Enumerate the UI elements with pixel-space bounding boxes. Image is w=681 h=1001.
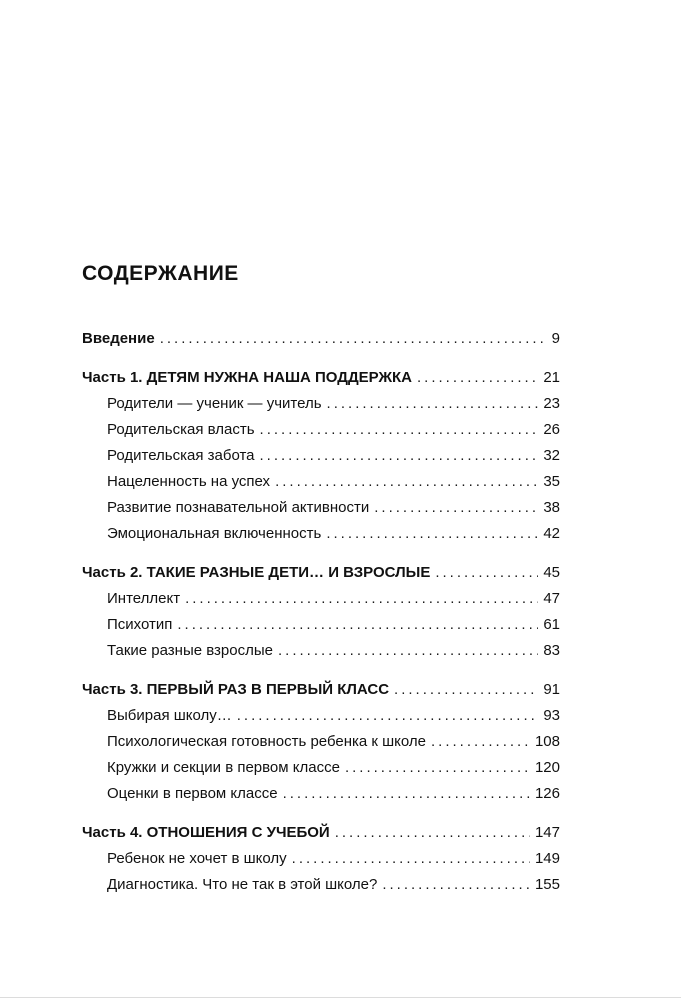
toc-entry-label: Часть 2. ТАКИЕ РАЗНЫЕ ДЕТИ… И ВЗРОСЛЫЕ (82, 564, 431, 581)
dot-leader (374, 495, 538, 521)
toc-entry-page: 93 (543, 707, 560, 724)
toc-entry-page: 26 (543, 421, 560, 438)
toc-entry (82, 612, 560, 638)
dot-leader (177, 612, 538, 638)
toc-entry-page: 155 (534, 876, 560, 893)
toc-entry-page: 23 (543, 395, 560, 412)
toc-entry (82, 677, 560, 703)
toc-entry-page: 32 (543, 447, 560, 464)
toc-entry-page: 45 (543, 564, 560, 581)
toc-entry-page: 126 (534, 785, 560, 802)
toc-entry (82, 495, 560, 521)
toc-entry-page: 108 (534, 733, 560, 750)
toc-entry-label: Нацеленность на успех (107, 473, 271, 490)
dot-leader (283, 781, 530, 807)
toc-entry-page: 147 (534, 824, 560, 841)
dot-leader (327, 391, 539, 417)
toc-entry (82, 586, 560, 612)
page-title: СОДЕРЖАНИЕ (82, 262, 239, 285)
toc-entry-label: Часть 1. ДЕТЯМ НУЖНА НАША ПОДДЕРЖКА (82, 369, 413, 386)
toc-entry-label: Родительская власть (107, 421, 255, 438)
dot-leader (435, 560, 538, 586)
toc-entry-label: Диагностика. Что не так в этой школе? (107, 876, 378, 893)
toc-entry-page: 120 (534, 759, 560, 776)
toc-list (82, 326, 560, 898)
toc-entry (82, 521, 560, 547)
toc-entry (82, 846, 560, 872)
toc-entry (82, 326, 560, 352)
toc-entry-page: 35 (543, 473, 560, 490)
toc-entry (82, 365, 560, 391)
dot-leader (417, 365, 538, 391)
dot-leader (431, 729, 530, 755)
toc-entry (82, 417, 560, 443)
toc-entry (82, 469, 560, 495)
dot-leader (160, 326, 547, 352)
dot-leader (326, 521, 538, 547)
dot-leader (237, 703, 539, 729)
toc-entry (82, 755, 560, 781)
toc-entry-label: Кружки и секции в первом классе (107, 759, 340, 776)
dot-leader (260, 417, 539, 443)
toc-entry-label: Интеллект (107, 590, 181, 607)
toc-entry (82, 729, 560, 755)
toc-entry-label: Развитие познавательной активности (107, 499, 370, 516)
toc-entry-page: 91 (543, 681, 560, 698)
toc-entry-page: 38 (543, 499, 560, 516)
dot-leader (382, 872, 530, 898)
toc-entry-label: Оценки в первом классе (107, 785, 278, 802)
toc-entry-label: Такие разные взрослые (107, 642, 273, 659)
toc-entry (82, 872, 560, 898)
toc-entry-label: Родители — ученик — учитель (107, 395, 322, 412)
toc-entry (82, 781, 560, 807)
toc-entry (82, 638, 560, 664)
dot-leader (275, 469, 538, 495)
toc-entry (82, 443, 560, 469)
toc-entry (82, 391, 560, 417)
dot-leader (185, 586, 538, 612)
dot-leader (394, 677, 538, 703)
toc-entry-label: Введение (82, 330, 155, 347)
toc-entry-page: 42 (543, 525, 560, 542)
toc-entry (82, 820, 560, 846)
toc-entry-page: 83 (543, 642, 560, 659)
dot-leader (345, 755, 530, 781)
toc-entry-label: Часть 3. ПЕРВЫЙ РАЗ В ПЕРВЫЙ КЛАСС (82, 681, 390, 698)
toc-entry-page: 21 (543, 369, 560, 386)
dot-leader (260, 443, 539, 469)
toc-entry-page: 149 (534, 850, 560, 867)
toc-entry-page: 47 (543, 590, 560, 607)
toc-entry-page: 61 (543, 616, 560, 633)
toc-entry (82, 703, 560, 729)
dot-leader (292, 846, 530, 872)
toc-entry-label: Психологическая готовность ребенка к школе (107, 733, 427, 750)
toc-entry-label: Эмоциональная включенность (107, 525, 322, 542)
toc-entry-label: Выбирая школу… (107, 707, 232, 724)
page-bottom-edge (0, 997, 681, 998)
toc-entry (82, 560, 560, 586)
dot-leader (335, 820, 530, 846)
toc-entry-label: Часть 4. ОТНОШЕНИЯ С УЧЕБОЙ (82, 824, 330, 841)
toc-entry-label: Родительская забота (107, 447, 255, 464)
toc-entry-label: Ребенок не хочет в школу (107, 850, 287, 867)
dot-leader (278, 638, 538, 664)
toc-entry-label: Психотип (107, 616, 173, 633)
toc-entry-page: 9 (551, 330, 560, 347)
toc-content (82, 262, 560, 898)
